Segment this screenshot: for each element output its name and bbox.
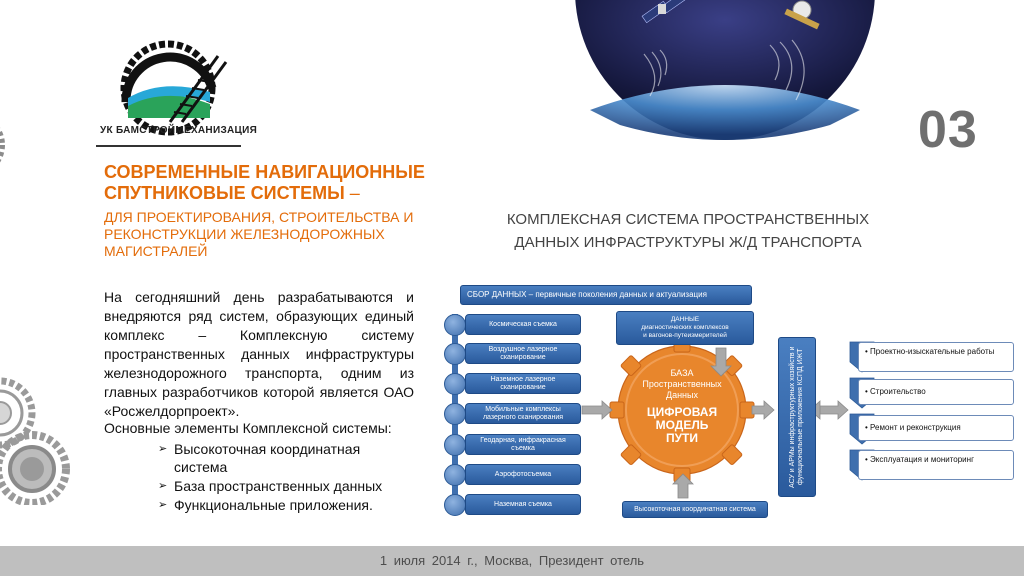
applications-box: [778, 337, 816, 497]
core-line: Данных: [665, 390, 698, 400]
page-title-dash: –: [344, 183, 360, 203]
list-item-text: База пространственных данных: [174, 478, 383, 494]
logo-divider: [96, 145, 241, 147]
core-title: БАЗА: [670, 368, 694, 378]
target-item: • Строительство: [858, 379, 1014, 405]
core-model-title: МОДЕЛЬ: [655, 418, 709, 432]
page-subtitle: ДЛЯ ПРОЕКТИРОВАНИЯ, СТРОИТЕЛЬСТВА И РЕКОНСТРУКЦИИ ЖЕЛЕЗНОДОРОЖНЫХ МАГИСТРАЛЕЙ: [104, 209, 414, 259]
page-title: [104, 162, 454, 204]
source-bullet-icon: [444, 373, 466, 395]
elements-intro: Основные элементы Комплексной системы:: [104, 420, 392, 436]
page-title-main: СОВРЕМЕННЫЕ НАВИГАЦИОННЫЕ СПУТНИКОВЫЕ СИСТЕМЫ: [104, 162, 425, 203]
core-model-title: ЦИФРОВАЯ: [646, 405, 718, 419]
arrow-bullet-icon: ➢: [158, 480, 168, 492]
list-item-text: Функциональные приложения.: [174, 497, 373, 513]
target-item: • Ремонт и реконструкция: [858, 415, 1014, 441]
target-item-text: Эксплуатация и мониторинг: [870, 455, 974, 464]
data-collection-header: СБОР ДАННЫХ – первичные поколения данных и актуализация: [460, 285, 752, 305]
source-bullet-icon: [444, 343, 466, 365]
source-item: Наземное лазерное сканирование: [465, 373, 581, 394]
diagram-title: КОМПЛЕКСНАЯ СИСТЕМА ПРОСТРАНСТВЕННЫХ ДАННЫХ ИНФРАСТРУКТУРЫ Ж/Д ТРАНСПОРТА: [506, 211, 870, 251]
source-bullet-icon: [444, 403, 466, 425]
footer-text: 1 июля 2014 г., Москва, Президент отель: [379, 553, 645, 568]
source-item: Наземная съемка: [465, 494, 581, 515]
source-item: Геодарная, инфракрасная съемка: [465, 434, 581, 455]
source-bullet-icon: [444, 494, 466, 516]
source-bullet-icon: [444, 314, 466, 336]
target-item: • Проектно-изыскательные работы: [858, 342, 1014, 372]
diagnostic-data-line: диагностических комплексов: [641, 324, 729, 331]
source-item: Мобильные комплексы лазерного сканирования: [465, 403, 581, 424]
source-item: Воздушное лазерное сканирование: [465, 343, 581, 364]
core-line: Пространственных: [642, 379, 722, 389]
coordinate-system-box: Высокоточная координатная система: [622, 501, 768, 518]
diagnostic-data-box: [616, 311, 754, 345]
target-item: • Эксплуатация и мониторинг: [858, 450, 1014, 480]
company-logo: [100, 38, 240, 138]
satellite-illustration: [570, 0, 880, 140]
system-diagram: [430, 282, 1024, 527]
elements-list: [158, 440, 408, 515]
page-number: 03: [918, 101, 978, 159]
target-item-text: Ремонт и реконструкция: [870, 423, 961, 432]
intro-paragraph: На сегодняшний день разрабатываются и внедряются ряд систем, образующих единый комплекс – Комплексную систему пространственных данных инфраструктуры железнодорожного транспорта, одним из главных разработчиков которой является ОАО «Росжелдорпроект».: [104, 289, 414, 419]
target-item-text: Строительство: [870, 387, 926, 396]
gear-decoration-icon: [0, 100, 30, 190]
applications-label: АСУ и АРМы инфраструктурных хозяйств и функциональные приложения КСПД ИЖТ: [789, 346, 804, 488]
arrow-bullet-icon: ➢: [158, 443, 168, 455]
logo-text: УК БАМСТРОЙМЕХАНИЗАЦИЯ: [100, 125, 258, 136]
list-item: [158, 477, 408, 495]
diagnostic-data-title: ДАННЫЕ: [670, 316, 700, 323]
list-item: [158, 440, 408, 476]
core-model-title: ПУТИ: [665, 431, 699, 445]
database-core-label: [626, 368, 738, 445]
source-item: Аэрофотосъемка: [465, 464, 581, 485]
target-item-text: Проектно-изыскательные работы: [870, 347, 995, 356]
source-bullet-icon: [444, 464, 466, 486]
source-bullet-icon: [444, 434, 466, 456]
list-item-text: Высокоточная координатная система: [174, 441, 361, 475]
gear-decoration-icon: [0, 365, 70, 505]
list-item: [158, 496, 408, 514]
diagnostic-data-line: и вагонов-путеизмерителей: [643, 332, 727, 339]
source-item: Космическая съемка: [465, 314, 581, 335]
arrow-bullet-icon: ➢: [158, 499, 168, 511]
